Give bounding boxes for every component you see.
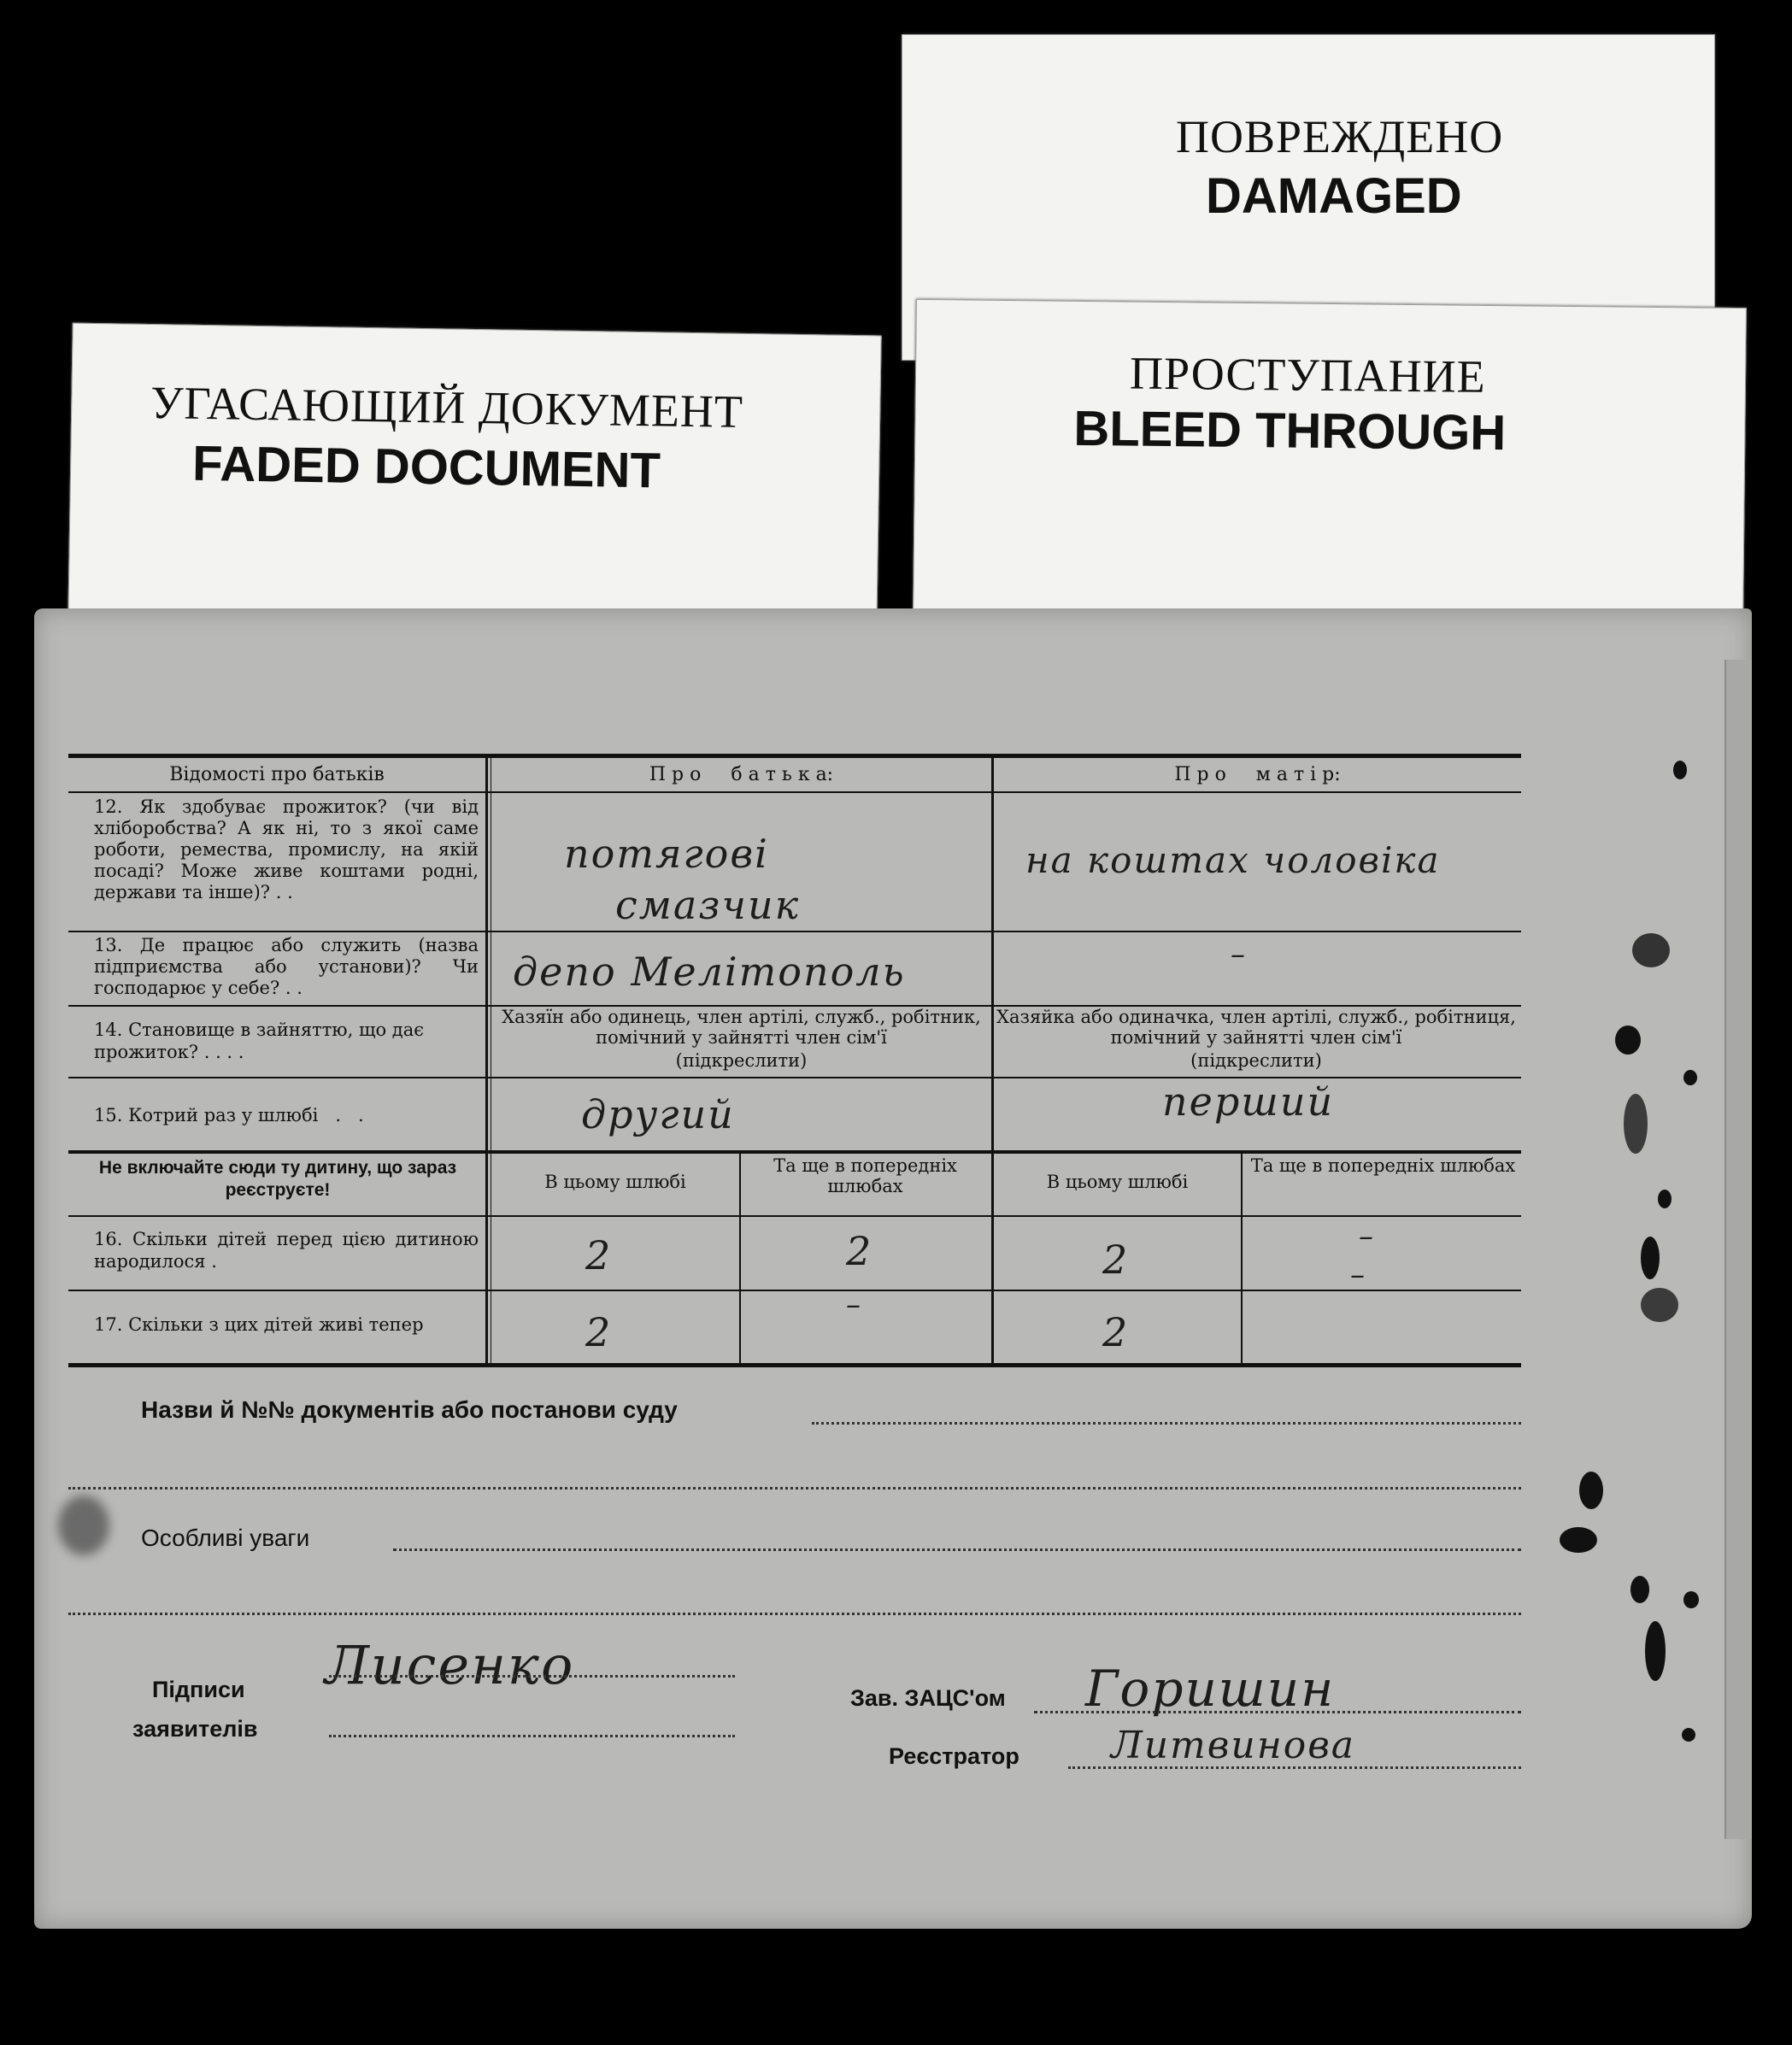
row13-father-workplace: депо Мелітополь bbox=[513, 949, 906, 995]
bleed-through-card bbox=[913, 299, 1747, 626]
document-sheet bbox=[34, 608, 1752, 1929]
row14-label: 14. Становище в зайняттю, що дає прожиток? . . . . bbox=[94, 1020, 424, 1062]
head-label: Зав. ЗАЦС'ом bbox=[850, 1685, 1006, 1711]
head-line bbox=[1034, 1711, 1521, 1713]
punch-hole bbox=[1632, 933, 1670, 967]
row17-father-prev: – bbox=[846, 1288, 862, 1322]
row12-father-occupation-2: смазчик bbox=[615, 882, 801, 928]
row15-label: 15. Котрий раз у шлюбі . . bbox=[94, 1105, 364, 1125]
row14-father-hint: (підкреслити) bbox=[675, 1050, 808, 1071]
father-prev-marriages-header: Та ще в попередніх шлюбах bbox=[773, 1155, 957, 1196]
row16-mother-this: 2 bbox=[1102, 1237, 1130, 1283]
punch-hole bbox=[1673, 761, 1687, 779]
punch-hole bbox=[1641, 1288, 1678, 1322]
documents-line-2 bbox=[68, 1487, 1521, 1490]
bleed-card-eng: BLEED THROUGH bbox=[1073, 400, 1507, 461]
row14-father-options: Хазяїн або одинець, член артілі, служб., робітник, помічний у зайнятті член сім'ї bbox=[502, 1007, 981, 1048]
punch-hole bbox=[1683, 1591, 1699, 1608]
row17-label: 17. Скільки з цих дітей живі тепер bbox=[94, 1314, 424, 1335]
punch-hole bbox=[1615, 1025, 1641, 1055]
row17-father-this: 2 bbox=[585, 1309, 613, 1355]
row12-father-occupation-1: потягові bbox=[564, 831, 769, 877]
row13-label: 13. Де працює або служить (назва підприємства або установи)? Чи господарює у себе? . . bbox=[94, 935, 479, 998]
signature-line-2 bbox=[329, 1735, 735, 1737]
row16-father-this: 2 bbox=[585, 1232, 613, 1278]
registrar-label: Реєстратор bbox=[889, 1743, 1019, 1769]
children-note: Не включайте сюди ту дитину, що зараз реєструєте! bbox=[98, 1158, 457, 1200]
row15-father-marriage-count: другий bbox=[581, 1091, 735, 1137]
mother-this-marriage-header: В цьому шлюбі bbox=[1046, 1172, 1189, 1192]
notes-label: Особливі уваги bbox=[141, 1525, 310, 1551]
row13-mother-workplace: – bbox=[1231, 937, 1247, 972]
applicant-signature: Лисенко bbox=[325, 1634, 575, 1696]
registrar-line bbox=[1068, 1766, 1521, 1769]
punch-hole bbox=[1641, 1237, 1660, 1279]
bleed-card-ukr: ПРОСТУПАНИЕ bbox=[1129, 347, 1486, 403]
documents-line bbox=[812, 1422, 1521, 1425]
row17-mother-this: 2 bbox=[1102, 1309, 1130, 1355]
row16-father-prev: 2 bbox=[846, 1228, 873, 1274]
row17-mother-prev: – bbox=[1350, 1258, 1366, 1292]
faded-card-ukr: УГАСАЮЩИЙ ДОКУМЕНТ bbox=[150, 377, 744, 438]
signatures-label: Підписи bbox=[152, 1677, 245, 1702]
punch-hole bbox=[1560, 1527, 1597, 1553]
header-parents-info: Відомості про батьків bbox=[169, 764, 385, 785]
faded-document-card bbox=[68, 323, 881, 632]
notes-line bbox=[393, 1548, 1521, 1551]
mother-prev-marriages-header: Та ще в попередніх шлюбах bbox=[1250, 1155, 1516, 1176]
punch-hole bbox=[1658, 1190, 1672, 1208]
father-this-marriage-header: В цьому шлюбі bbox=[544, 1172, 686, 1192]
punch-hole bbox=[1683, 1070, 1697, 1085]
registrar-signature: Литвинова bbox=[1111, 1724, 1356, 1767]
row12-label: 12. Як здобуває прожиток? (чи від хліборобства? А як ні, то з якої саме роботи, ремества, промислу, на якій посаді? Може живе коштами родні, держави та інше)? . . bbox=[94, 796, 479, 902]
row12-mother-occupation: на коштах чоловіка bbox=[1025, 839, 1441, 881]
punch-hole bbox=[1645, 1621, 1666, 1681]
header-about-mother: П р о м а т і р: bbox=[1174, 764, 1341, 785]
row16-mother-prev: – bbox=[1359, 1219, 1375, 1254]
punch-hole bbox=[1682, 1728, 1695, 1742]
punch-hole bbox=[1624, 1094, 1648, 1154]
head-signature: Горишин bbox=[1085, 1660, 1336, 1718]
row14-mother-options: Хазяйка або одиначка, член артілі, служб., робітниця, помічний у зайнятті член сім'ї bbox=[996, 1007, 1516, 1048]
damaged-card-ukr: ПОВРЕЖДЕНО bbox=[1176, 111, 1504, 162]
row16-label: 16. Скільки дітей перед цією дитиною народилося . bbox=[94, 1229, 479, 1272]
stain bbox=[58, 1496, 109, 1555]
faded-card-eng: FADED DOCUMENT bbox=[191, 435, 661, 499]
signature-line-1 bbox=[329, 1675, 735, 1678]
punch-hole bbox=[1579, 1472, 1603, 1509]
damaged-card-eng: DAMAGED bbox=[1206, 168, 1462, 224]
row15-mother-marriage-count: перший bbox=[1162, 1078, 1335, 1125]
punch-hole bbox=[1630, 1576, 1649, 1603]
signatures-label-2: заявителів bbox=[132, 1716, 258, 1742]
notes-line-2 bbox=[68, 1613, 1521, 1615]
documents-label: Назви й №№ документів або постанови суду bbox=[141, 1396, 678, 1423]
row14-mother-hint: (підкреслити) bbox=[1190, 1050, 1322, 1071]
header-about-father: П р о б а т ь к а: bbox=[649, 764, 834, 785]
